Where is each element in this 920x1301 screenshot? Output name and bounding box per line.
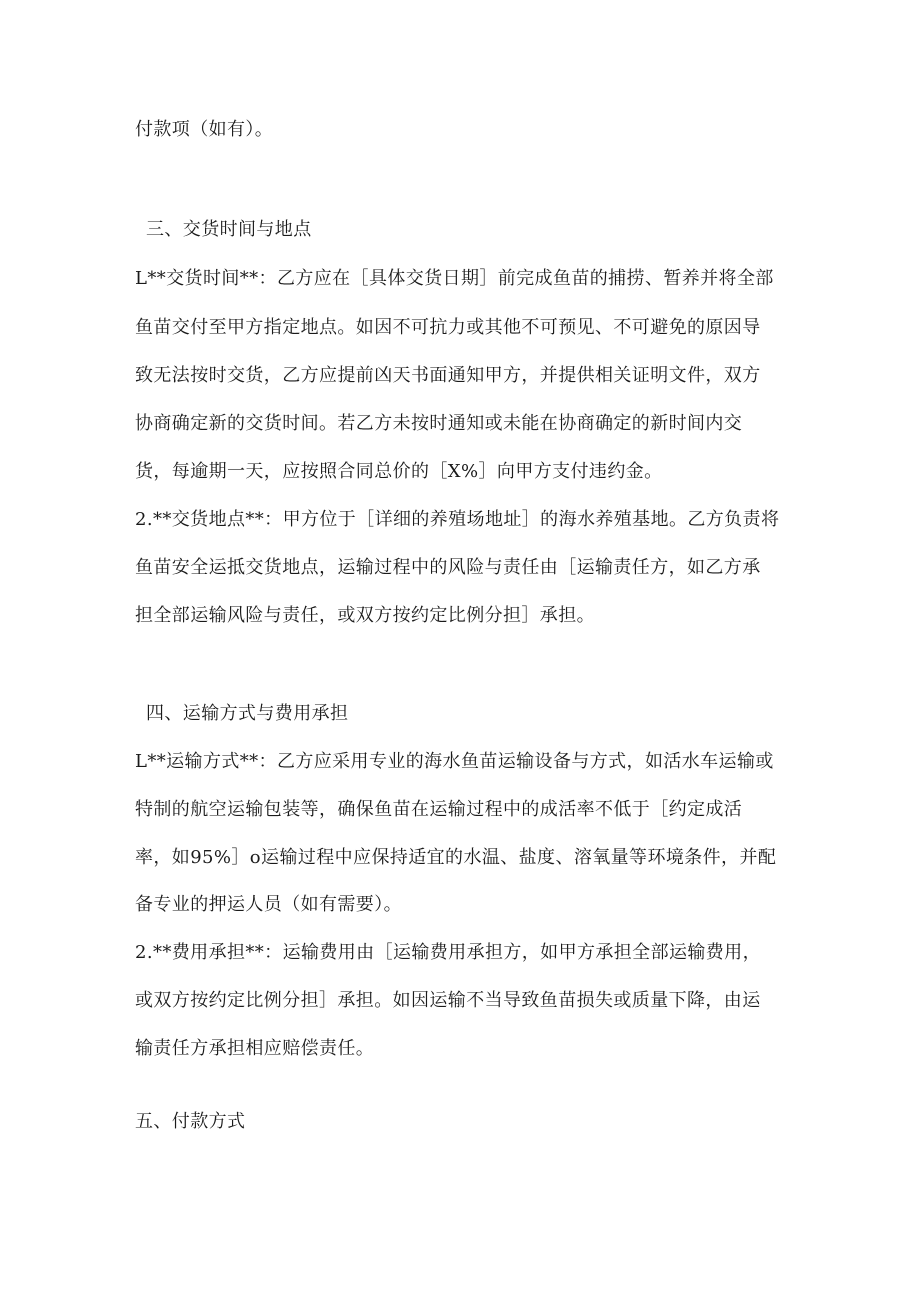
section-4-item-1-line: L**运输方式**：乙方应采用专业的海水鱼苗运输设备与方式，如活水车运输或 — [135, 751, 774, 772]
section-3-item-1-line: 鱼苗交付至甲方指定地点。如因不可抗力或其他不可预见、不可避免的原因导 — [135, 317, 761, 338]
section-4-item-1-line: 备专业的押运人员（如有需要）。 — [135, 894, 402, 915]
section-4-item-1-line: 率，如95%］o运输过程中应保持适宜的水温、盐度、溶氧量等环境条件，并配 — [135, 847, 777, 868]
section-3-item-2-line: 2.**交货地点**：甲方位于［详细的养殖场地址］的海水养殖基地。乙方负责将 — [135, 509, 780, 530]
section-3-heading: 三、交货时间与地点 — [146, 219, 312, 240]
section-4-item-2-line: 2.**费用承担**：运输费用由［运输费用承担方，如甲方承担全部运输费用， — [135, 942, 761, 963]
section-5-heading: 五、付款方式 — [135, 1111, 246, 1132]
section-3-item-1-line: 货，每逾期一天，应按照合同总价的［X%］向甲方支付违约金。 — [135, 461, 663, 482]
section-4-item-2-line: 或双方按约定比例分担］承担。如因运输不当导致鱼苗损失或质量下降，由运 — [135, 990, 761, 1011]
section-3-item-1-line: 协商确定新的交货时间。若乙方未按时通知或未能在协商确定的新时间内交 — [135, 413, 743, 434]
section-3-item-2-line: 鱼苗安全运抵交货地点，运输过程中的风险与责任由［运输责任方，如乙方承 — [135, 557, 761, 578]
section-3-item-1-line: L**交货时间**：乙方应在［具体交货日期］前完成鱼苗的捕捞、暂养并将全部 — [135, 268, 774, 289]
section-4-item-1-line: 特制的航空运输包装等，确保鱼苗在运输过程中的成活率不低于［约定成活 — [135, 799, 743, 820]
section-4-item-2-line: 输责任方承担相应赔偿责任。 — [135, 1038, 375, 1059]
section-3-item-1-line: 致无法按时交货，乙方应提前凶天书面通知甲方，并提供相关证明文件，双方 — [135, 365, 761, 386]
intro-line: 付款项（如有）。 — [135, 119, 274, 140]
section-4-heading: 四、运输方式与费用承担 — [146, 703, 349, 724]
section-3-item-2-line: 担全部运输风险与责任，或双方按约定比例分担］承担。 — [135, 605, 595, 626]
